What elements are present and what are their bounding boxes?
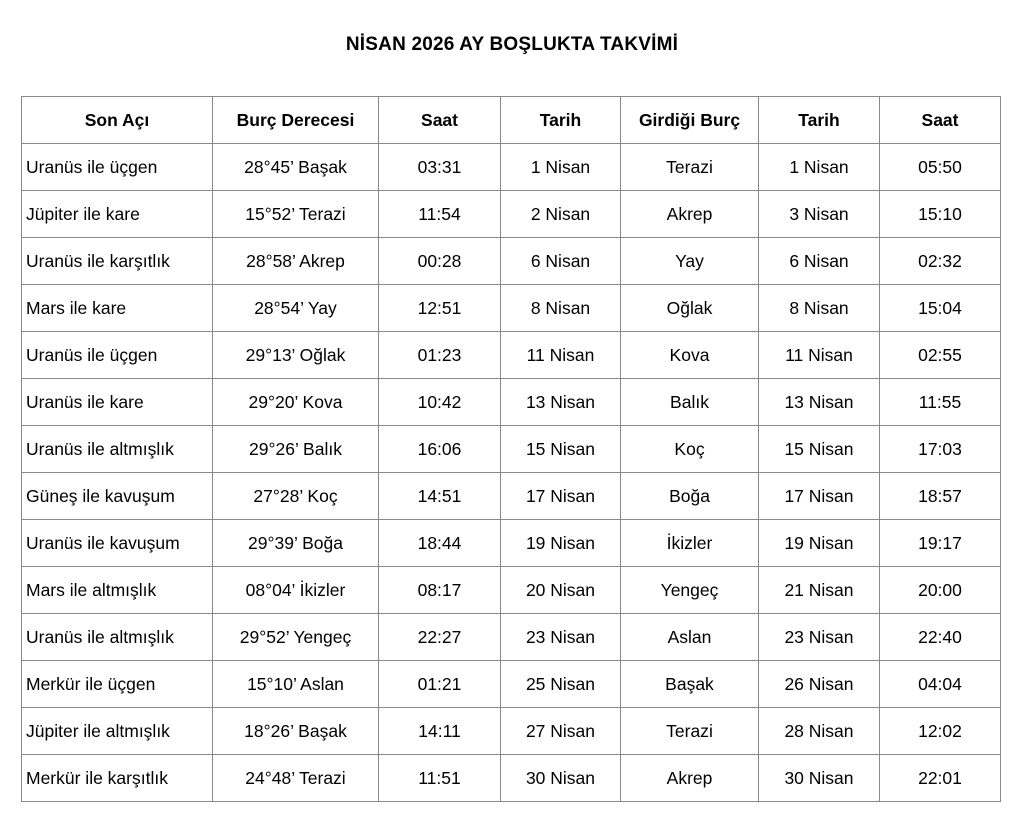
cell-aspect-time: 00:28 (379, 238, 501, 285)
cell-aspect-date: 13 Nisan (501, 379, 621, 426)
cell-aspect-date: 6 Nisan (501, 238, 621, 285)
header-aspect-time: Saat (379, 97, 501, 144)
cell-entered-sign: Oğlak (621, 285, 759, 332)
cell-ingress-date: 6 Nisan (759, 238, 880, 285)
table-row (22, 332, 1001, 379)
cell-aspect-date: 25 Nisan (501, 661, 621, 708)
cell-entered-sign: Terazi (621, 708, 759, 755)
cell-last-aspect: Uranüs ile altmışlık (22, 614, 213, 661)
header-entered-sign: Girdiği Burç (621, 97, 759, 144)
cell-ingress-date: 19 Nisan (759, 520, 880, 567)
cell-aspect-time: 14:51 (379, 473, 501, 520)
cell-sign-degree: 29°13’ Oğlak (213, 332, 379, 379)
header-sign-degree: Burç Derecesi (213, 97, 379, 144)
cell-entered-sign: Akrep (621, 191, 759, 238)
table-row (22, 238, 1001, 285)
cell-aspect-date: 20 Nisan (501, 567, 621, 614)
cell-sign-degree: 29°39’ Boğa (213, 520, 379, 567)
cell-aspect-date: 11 Nisan (501, 332, 621, 379)
void-of-course-table (21, 96, 1001, 802)
cell-ingress-date: 26 Nisan (759, 661, 880, 708)
cell-last-aspect: Jüpiter ile altmışlık (22, 708, 213, 755)
header-aspect-date: Tarih (501, 97, 621, 144)
table-row (22, 520, 1001, 567)
cell-aspect-time: 03:31 (379, 144, 501, 191)
cell-ingress-date: 3 Nisan (759, 191, 880, 238)
cell-ingress-date: 15 Nisan (759, 426, 880, 473)
cell-sign-degree: 29°26’ Balık (213, 426, 379, 473)
cell-entered-sign: Boğa (621, 473, 759, 520)
cell-ingress-date: 17 Nisan (759, 473, 880, 520)
table-row (22, 285, 1001, 332)
cell-last-aspect: Uranüs ile karşıtlık (22, 238, 213, 285)
header-last-aspect: Son Açı (22, 97, 213, 144)
cell-last-aspect: Mars ile altmışlık (22, 567, 213, 614)
cell-last-aspect: Uranüs ile kare (22, 379, 213, 426)
cell-aspect-date: 17 Nisan (501, 473, 621, 520)
cell-ingress-time: 17:03 (880, 426, 1001, 473)
cell-entered-sign: Balık (621, 379, 759, 426)
cell-aspect-time: 11:54 (379, 191, 501, 238)
cell-ingress-time: 19:17 (880, 520, 1001, 567)
cell-ingress-date: 13 Nisan (759, 379, 880, 426)
cell-last-aspect: Uranüs ile üçgen (22, 144, 213, 191)
table-header-row (22, 97, 1001, 144)
table-row (22, 144, 1001, 191)
cell-ingress-time: 11:55 (880, 379, 1001, 426)
cell-entered-sign: Koç (621, 426, 759, 473)
cell-ingress-time: 05:50 (880, 144, 1001, 191)
table-row (22, 379, 1001, 426)
cell-ingress-time: 02:55 (880, 332, 1001, 379)
cell-aspect-date: 19 Nisan (501, 520, 621, 567)
cell-aspect-date: 15 Nisan (501, 426, 621, 473)
cell-ingress-date: 11 Nisan (759, 332, 880, 379)
cell-last-aspect: Uranüs ile üçgen (22, 332, 213, 379)
cell-aspect-time: 01:21 (379, 661, 501, 708)
cell-entered-sign: Yay (621, 238, 759, 285)
cell-ingress-date: 21 Nisan (759, 567, 880, 614)
cell-ingress-date: 1 Nisan (759, 144, 880, 191)
table-row (22, 567, 1001, 614)
cell-aspect-date: 8 Nisan (501, 285, 621, 332)
cell-last-aspect: Güneş ile kavuşum (22, 473, 213, 520)
table-row (22, 426, 1001, 473)
cell-entered-sign: Kova (621, 332, 759, 379)
cell-sign-degree: 29°20’ Kova (213, 379, 379, 426)
cell-aspect-time: 22:27 (379, 614, 501, 661)
cell-aspect-date: 23 Nisan (501, 614, 621, 661)
cell-entered-sign: Başak (621, 661, 759, 708)
cell-ingress-date: 23 Nisan (759, 614, 880, 661)
cell-ingress-time: 22:01 (880, 755, 1001, 802)
cell-ingress-date: 30 Nisan (759, 755, 880, 802)
cell-aspect-date: 30 Nisan (501, 755, 621, 802)
cell-sign-degree: 28°54’ Yay (213, 285, 379, 332)
table-row (22, 473, 1001, 520)
cell-sign-degree: 28°58’ Akrep (213, 238, 379, 285)
table-row (22, 661, 1001, 708)
cell-aspect-time: 14:11 (379, 708, 501, 755)
cell-ingress-time: 15:10 (880, 191, 1001, 238)
cell-entered-sign: Aslan (621, 614, 759, 661)
cell-aspect-time: 18:44 (379, 520, 501, 567)
cell-aspect-time: 16:06 (379, 426, 501, 473)
table-row (22, 708, 1001, 755)
cell-aspect-date: 27 Nisan (501, 708, 621, 755)
table-row (22, 614, 1001, 661)
cell-last-aspect: Merkür ile karşıtlık (22, 755, 213, 802)
table-body (22, 144, 1001, 802)
cell-entered-sign: Akrep (621, 755, 759, 802)
cell-ingress-time: 20:00 (880, 567, 1001, 614)
cell-sign-degree: 28°45’ Başak (213, 144, 379, 191)
cell-aspect-time: 11:51 (379, 755, 501, 802)
cell-ingress-time: 22:40 (880, 614, 1001, 661)
cell-last-aspect: Mars ile kare (22, 285, 213, 332)
cell-ingress-time: 12:02 (880, 708, 1001, 755)
cell-sign-degree: 15°52’ Terazi (213, 191, 379, 238)
cell-aspect-date: 2 Nisan (501, 191, 621, 238)
cell-aspect-time: 08:17 (379, 567, 501, 614)
cell-sign-degree: 27°28’ Koç (213, 473, 379, 520)
cell-ingress-date: 28 Nisan (759, 708, 880, 755)
header-ingress-date: Tarih (759, 97, 880, 144)
cell-last-aspect: Uranüs ile kavuşum (22, 520, 213, 567)
cell-ingress-time: 04:04 (880, 661, 1001, 708)
cell-ingress-time: 18:57 (880, 473, 1001, 520)
cell-sign-degree: 08°04’ İkizler (213, 567, 379, 614)
cell-aspect-date: 1 Nisan (501, 144, 621, 191)
cell-last-aspect: Jüpiter ile kare (22, 191, 213, 238)
cell-aspect-time: 01:23 (379, 332, 501, 379)
cell-entered-sign: Terazi (621, 144, 759, 191)
cell-sign-degree: 15°10’ Aslan (213, 661, 379, 708)
cell-sign-degree: 29°52’ Yengeç (213, 614, 379, 661)
header-ingress-time: Saat (880, 97, 1001, 144)
cell-sign-degree: 18°26’ Başak (213, 708, 379, 755)
cell-entered-sign: Yengeç (621, 567, 759, 614)
cell-last-aspect: Merkür ile üçgen (22, 661, 213, 708)
cell-ingress-time: 15:04 (880, 285, 1001, 332)
cell-sign-degree: 24°48’ Terazi (213, 755, 379, 802)
cell-entered-sign: İkizler (621, 520, 759, 567)
cell-ingress-date: 8 Nisan (759, 285, 880, 332)
table-row (22, 191, 1001, 238)
cell-last-aspect: Uranüs ile altmışlık (22, 426, 213, 473)
cell-aspect-time: 12:51 (379, 285, 501, 332)
cell-aspect-time: 10:42 (379, 379, 501, 426)
table-row (22, 755, 1001, 802)
cell-ingress-time: 02:32 (880, 238, 1001, 285)
page-title: NİSAN 2026 AY BOŞLUKTA TAKVİMİ (345, 34, 679, 55)
